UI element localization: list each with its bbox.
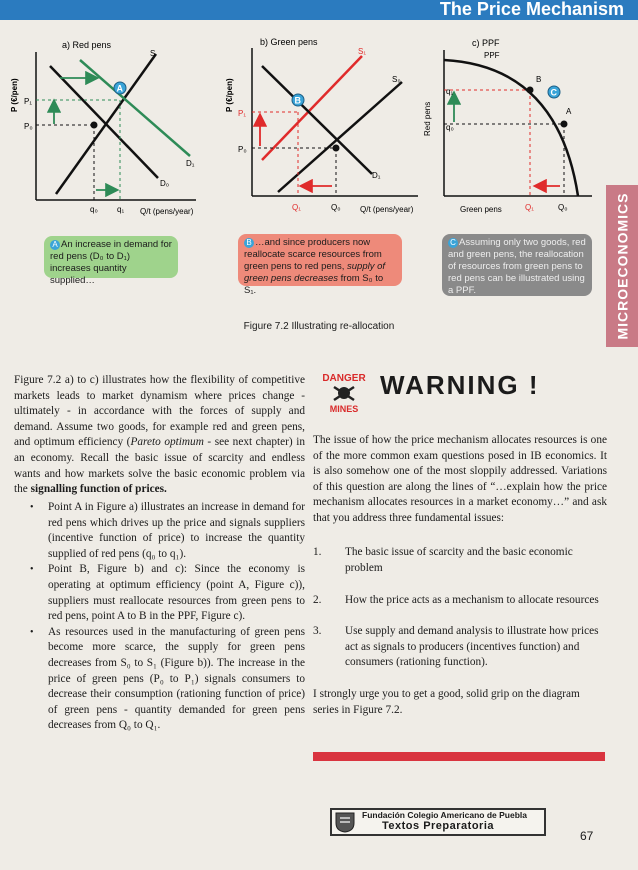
panel-b-x-axis-label: Q/t (pens/year) bbox=[360, 205, 414, 214]
panel-a-y-axis-label: P (€/pen) bbox=[10, 78, 19, 112]
page-header-title: The Price Mechanism bbox=[439, 0, 624, 19]
panel-b-y-axis-label: P (€/pen) bbox=[225, 78, 234, 112]
bullet-item-1: • Point A in Figure a) illustrates an increase in demand for red pens which drives up the price and signals suppliers (incentive function of price) to increase the quantity supplied of red pens (q₀ to q₁). bbox=[14, 500, 305, 562]
caption-b-text-1: …and since producers now reallocate scarce resources from green pens to red pens, bbox=[244, 237, 382, 272]
page-number: 67 bbox=[580, 829, 594, 843]
left-bullet-list bbox=[14, 500, 305, 734]
warning-heading: WARNING ! bbox=[380, 370, 540, 400]
footer-institution: Fundación Colegio Americano de Puebla bbox=[362, 810, 527, 820]
panel-c-x-axis-label: Green pens bbox=[460, 205, 502, 214]
panel-b-p1-label: P₁ bbox=[238, 109, 247, 118]
panel-a-p1-label: P₁ bbox=[24, 97, 33, 106]
panel-b-q1-label: Q₁ bbox=[292, 203, 301, 212]
panel-c-Q1-label: Q₁ bbox=[525, 203, 534, 212]
bullet-item-2: • Point B, Figure b) and c): Since the economy is operating at optimum efficiency (point A, Figure c)), suppliers must reallocate resources from green pens to red pens, point A to B in the PPF, Figure c). bbox=[14, 562, 305, 624]
caption-c-text: Assuming only two goods, red and green pens, the reallocation of resources from green pens to red pens can be illustrated using a PPF. bbox=[448, 237, 586, 296]
panel-b-d-label: D₁ bbox=[372, 171, 381, 180]
numbered-item-2 bbox=[313, 593, 607, 609]
panel-a-demand-d0 bbox=[50, 66, 158, 178]
panel-c-q0-label: q₀ bbox=[446, 123, 454, 132]
caption-a-badge: A bbox=[50, 240, 60, 250]
panel-c-b-label: B bbox=[536, 75, 542, 84]
panel-b-s1-label: S₁ bbox=[358, 47, 367, 56]
school-crest-icon bbox=[334, 811, 356, 833]
caption-b-box bbox=[238, 234, 402, 296]
side-tab-label: MICROECONOMICS bbox=[614, 192, 630, 340]
caption-b-text-3: from S₀ to S₁. bbox=[244, 273, 384, 296]
panel-a-d0-label: D₀ bbox=[160, 179, 170, 188]
panel-c-title: c) PPF bbox=[472, 38, 500, 48]
panel-c-y-axis-label: Red pens bbox=[423, 101, 432, 136]
bullet-item-3: • As resources used in the manufacturing of green pens become more scarce, the supply for green pens decreases from S₀ to S₁ (Figure b)). The increase in the price of green pens (P₀ to P₁) signals consumers to decrease their consumption (rationing function of price) of green pens - quantity demanded for green pens decreases from Q₀ to Q₁. bbox=[14, 625, 305, 734]
panel-a-s-label: S bbox=[150, 49, 156, 58]
panel-a-title: a) Red pens bbox=[62, 40, 112, 50]
panel-b-p0-label: P₀ bbox=[238, 145, 247, 154]
panel-a-demand-d1 bbox=[80, 60, 190, 156]
right-intro-paragraph: The issue of how the price mechanism allocates resources is one of the more common exam questions posed in IB economics. It is also somehow one of the most sloppily addressed. Variations of this question are along the lines of “…explain how the price mechanism allocates resources in a market economy…” and ask that you address three fundamental issues: bbox=[313, 434, 607, 524]
numbered-item-1-text: The basic issue of scarcity and the basic economic problem bbox=[345, 546, 573, 574]
left-intro-2: - see next chapter) in an economy. Recall the basic issue of scarcity and endless wants and how markets solve the basic economic problem via the bbox=[14, 436, 306, 496]
left-intro-1: Figure 7.2 a) to c) illustrates how the flexibility of competitive markets leads to market dynamism where prices change - ultimately - in accordance with the forces of supply and demand. Assume two goods, for example red and green pens, and optimum efficiency ( bbox=[14, 374, 305, 449]
caption-b-badge: B bbox=[244, 238, 254, 248]
numbered-item-3-number: 3. bbox=[313, 625, 322, 637]
panel-c-Q0-label: Q₀ bbox=[558, 203, 568, 212]
numbered-item-3 bbox=[313, 624, 607, 671]
numbered-item-3-text: Use supply and demand analysis to illustrate how prices act as signals to producers (incentives function) and consumers (rationing function). bbox=[345, 625, 599, 669]
panel-c-ppf-label: PPF bbox=[484, 51, 500, 60]
panel-c-q1-label: q₁ bbox=[446, 87, 454, 96]
panel-b-equilibrium-0 bbox=[333, 145, 340, 152]
figure-caption: Figure 7.2 Illustrating re-allocation bbox=[243, 321, 395, 332]
danger-logo-top-text: DANGER bbox=[322, 373, 366, 384]
danger-mines-logo bbox=[314, 372, 374, 414]
panel-c-point-a bbox=[561, 121, 568, 128]
numbered-item-1 bbox=[313, 545, 607, 576]
panel-b-q0-label: Q₀ bbox=[331, 203, 341, 212]
panel-b-point-b-label: B bbox=[294, 95, 301, 106]
caption-a-text: An increase in demand for red pens (D₀ to D₁) increases quantity supplied… bbox=[50, 239, 172, 286]
red-divider bbox=[313, 752, 605, 761]
right-outro-paragraph: I strongly urge you to get a good, solid grip on the diagram series in Figure 7.2. bbox=[313, 688, 580, 716]
panel-a-x-axis-label: Q/t (pens/year) bbox=[140, 207, 194, 216]
panel-c-point-b bbox=[527, 87, 534, 94]
numbered-item-2-text: How the price acts as a mechanism to allocate resources bbox=[345, 594, 599, 606]
left-intro-paragraph bbox=[14, 373, 305, 498]
panel-b-supply-s1 bbox=[262, 56, 362, 160]
panel-a-q1-label: q₁ bbox=[117, 205, 125, 214]
left-intro-bold: signalling function of prices. bbox=[30, 483, 167, 496]
panel-b-green-pens bbox=[225, 37, 418, 214]
figure-diagrams bbox=[0, 20, 606, 235]
panel-c-a-label: A bbox=[566, 107, 572, 116]
panel-b-title: b) Green pens bbox=[260, 37, 318, 47]
caption-c-badge: C bbox=[448, 238, 458, 248]
panel-b-s0-label: S₀ bbox=[392, 75, 401, 84]
panel-a-p0-label: P₀ bbox=[24, 122, 33, 131]
numbered-item-1-number: 1. bbox=[313, 546, 322, 558]
panel-a-point-a-label: A bbox=[116, 83, 123, 94]
panel-c-ppf bbox=[423, 38, 592, 214]
footer-series: Textos Preparatoria bbox=[382, 820, 495, 832]
caption-b-text-2: supply of green pens decreases bbox=[244, 261, 386, 284]
left-intro-italic: Pareto optimum bbox=[130, 436, 204, 449]
numbered-item-2-number: 2. bbox=[313, 594, 322, 606]
caption-a-box bbox=[44, 236, 178, 286]
panel-a-d1-label: D₁ bbox=[186, 159, 195, 168]
panel-a-equilibrium-0 bbox=[91, 122, 98, 129]
panel-a-q0-label: q₀ bbox=[90, 205, 98, 214]
panel-c-point-c-label: C bbox=[550, 87, 557, 98]
panel-c-ppf-curve bbox=[444, 60, 578, 196]
panel-a-red-pens bbox=[10, 40, 196, 216]
danger-logo-bottom-text: MINES bbox=[329, 404, 359, 414]
caption-c-box bbox=[442, 234, 592, 296]
